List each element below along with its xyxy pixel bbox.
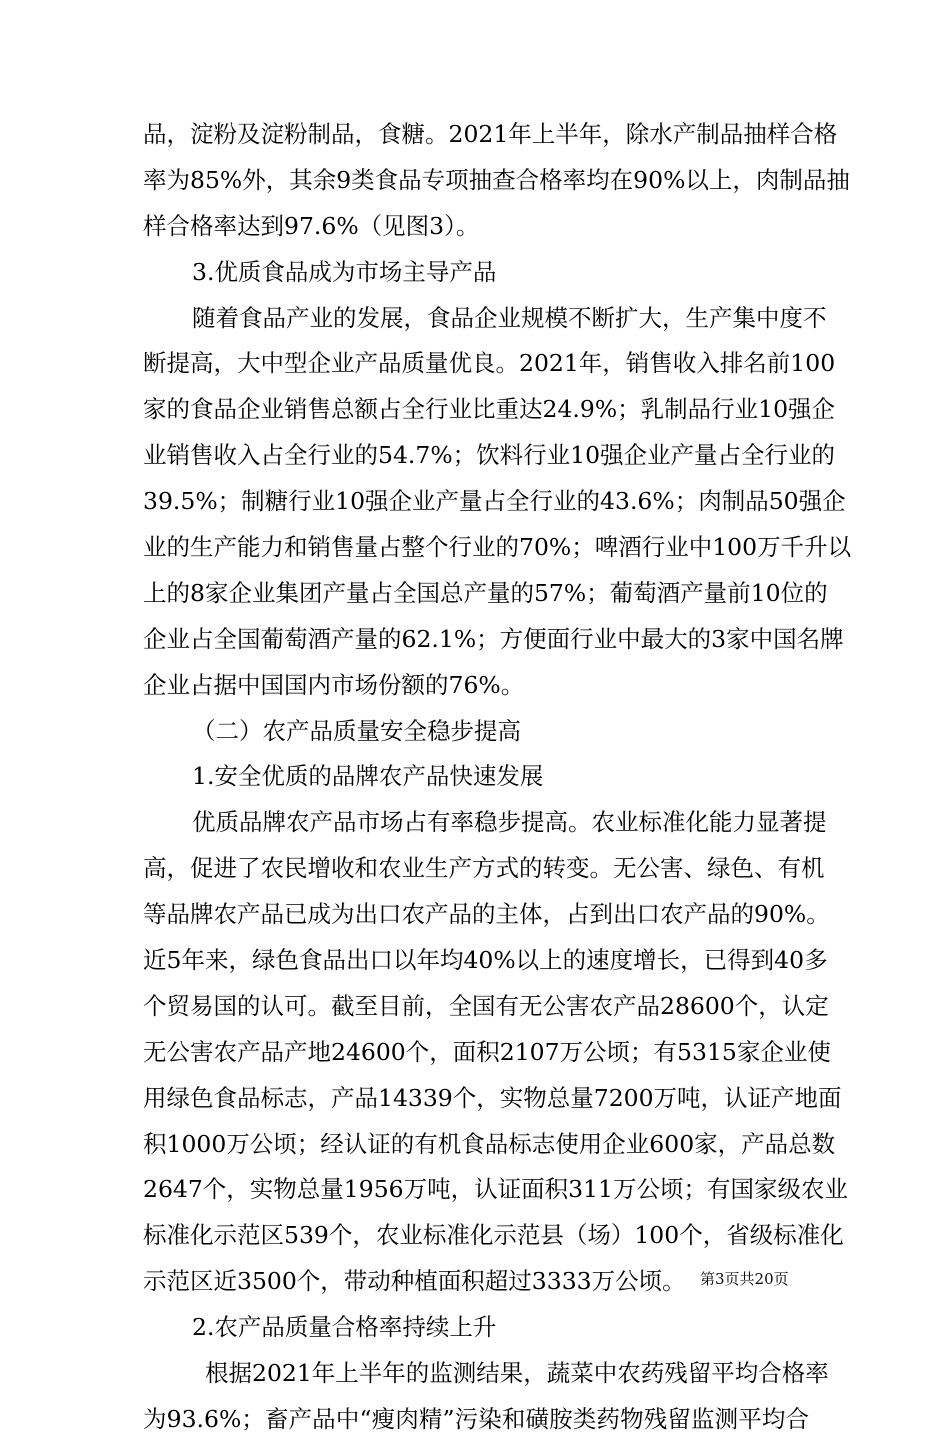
body-line: 近5年来，绿色食品出口以年均40%以上的速度增长，已得到40多 bbox=[143, 946, 828, 975]
body-line: 率为85%外，其余9类食品专项抽查合格率均在90%以上，肉制品抽 bbox=[143, 165, 850, 194]
body-line: 断提高，大中型企业产品质量优良。2021年，销售收入排名前100 bbox=[143, 349, 836, 378]
body-line: 业销售收入占全行业的54.7%；饮料行业10强企业产量占全行业的 bbox=[143, 441, 836, 470]
body-line: 企业占全国葡萄酒产量的62.1%；方便面行业中最大的3家中国名牌 bbox=[143, 624, 844, 653]
body-line: 高，促进了农民增收和农业生产方式的转变。无公害、绿色、有机 bbox=[143, 854, 825, 883]
body-line: 个贸易国的认可。截至目前，全国有无公害农产品28600个，认定 bbox=[143, 991, 829, 1020]
body-line: 品，淀粉及淀粉制品，食糖。2021年上半年，除水产制品抽样合格 bbox=[143, 120, 838, 148]
body-line: 根据2021年上半年的监测结果，蔬菜中农药残留平均合格率 bbox=[205, 1359, 829, 1388]
document-body bbox=[143, 112, 852, 1443]
body-line: 2647个，实物总量1956万吨，认证面积311万公顷；有国家级农业 bbox=[143, 1175, 848, 1204]
body-line: 标准化示范区539个，农业标准化示范县（场）100个，省级标准化 bbox=[143, 1221, 844, 1250]
body-line: 39.5%；制糖行业10强企业产量占全行业的43.6%；肉制品50强企 bbox=[143, 487, 846, 516]
page-number: 第3页共20页 bbox=[700, 1270, 789, 1288]
body-line: 无公害农产品产地24600个，面积2107万公顷；有5315家企业使 bbox=[143, 1037, 831, 1066]
body-line: 为93.6%；畜产品中“瘦肉精”污染和磺胺类药物残留监测平均合 bbox=[143, 1404, 809, 1433]
body-line: 示范区近3500个，带动种植面积超过3333万公顷。 bbox=[143, 1267, 686, 1296]
section-heading: 2.农产品质量合格率持续上升 bbox=[192, 1313, 497, 1342]
body-line: 等品牌农产品已成为出口农产品的主体，占到出口农产品的90%。 bbox=[143, 900, 830, 929]
body-line: 用绿色食品标志，产品14339个，实物总量7200万吨，认证产地面 bbox=[143, 1083, 842, 1112]
body-line: 优质品牌农产品市场占有率稳步提高。农业标准化能力显著提 bbox=[192, 808, 827, 837]
body-line: 业的生产能力和销售量占整个行业的70%；啤酒行业中100万千升以 bbox=[143, 533, 852, 562]
body-line: 积1000万公顷；经认证的有机食品标志使用企业600家，产品总数 bbox=[143, 1129, 836, 1158]
body-line: 上的8家企业集团产量占全国总产量的57%；葡萄酒产量前10位的 bbox=[143, 578, 828, 607]
section-heading: （二）农产品质量安全稳步提高 bbox=[192, 716, 521, 745]
body-line: 家的食品企业销售总额占全行业比重达24.9%；乳制品行业10强企 bbox=[143, 395, 836, 424]
section-heading: 1.安全优质的品牌农产品快速发展 bbox=[192, 762, 544, 791]
body-line: 企业占据中国国内市场份额的76%。 bbox=[143, 670, 525, 699]
section-heading: 3.优质食品成为市场主导产品 bbox=[192, 257, 497, 286]
body-line: 随着食品产业的发展，食品企业规模不断扩大，生产集中度不 bbox=[192, 303, 827, 332]
body-line: 样合格率达到97.6%（见图3）。 bbox=[143, 211, 480, 240]
